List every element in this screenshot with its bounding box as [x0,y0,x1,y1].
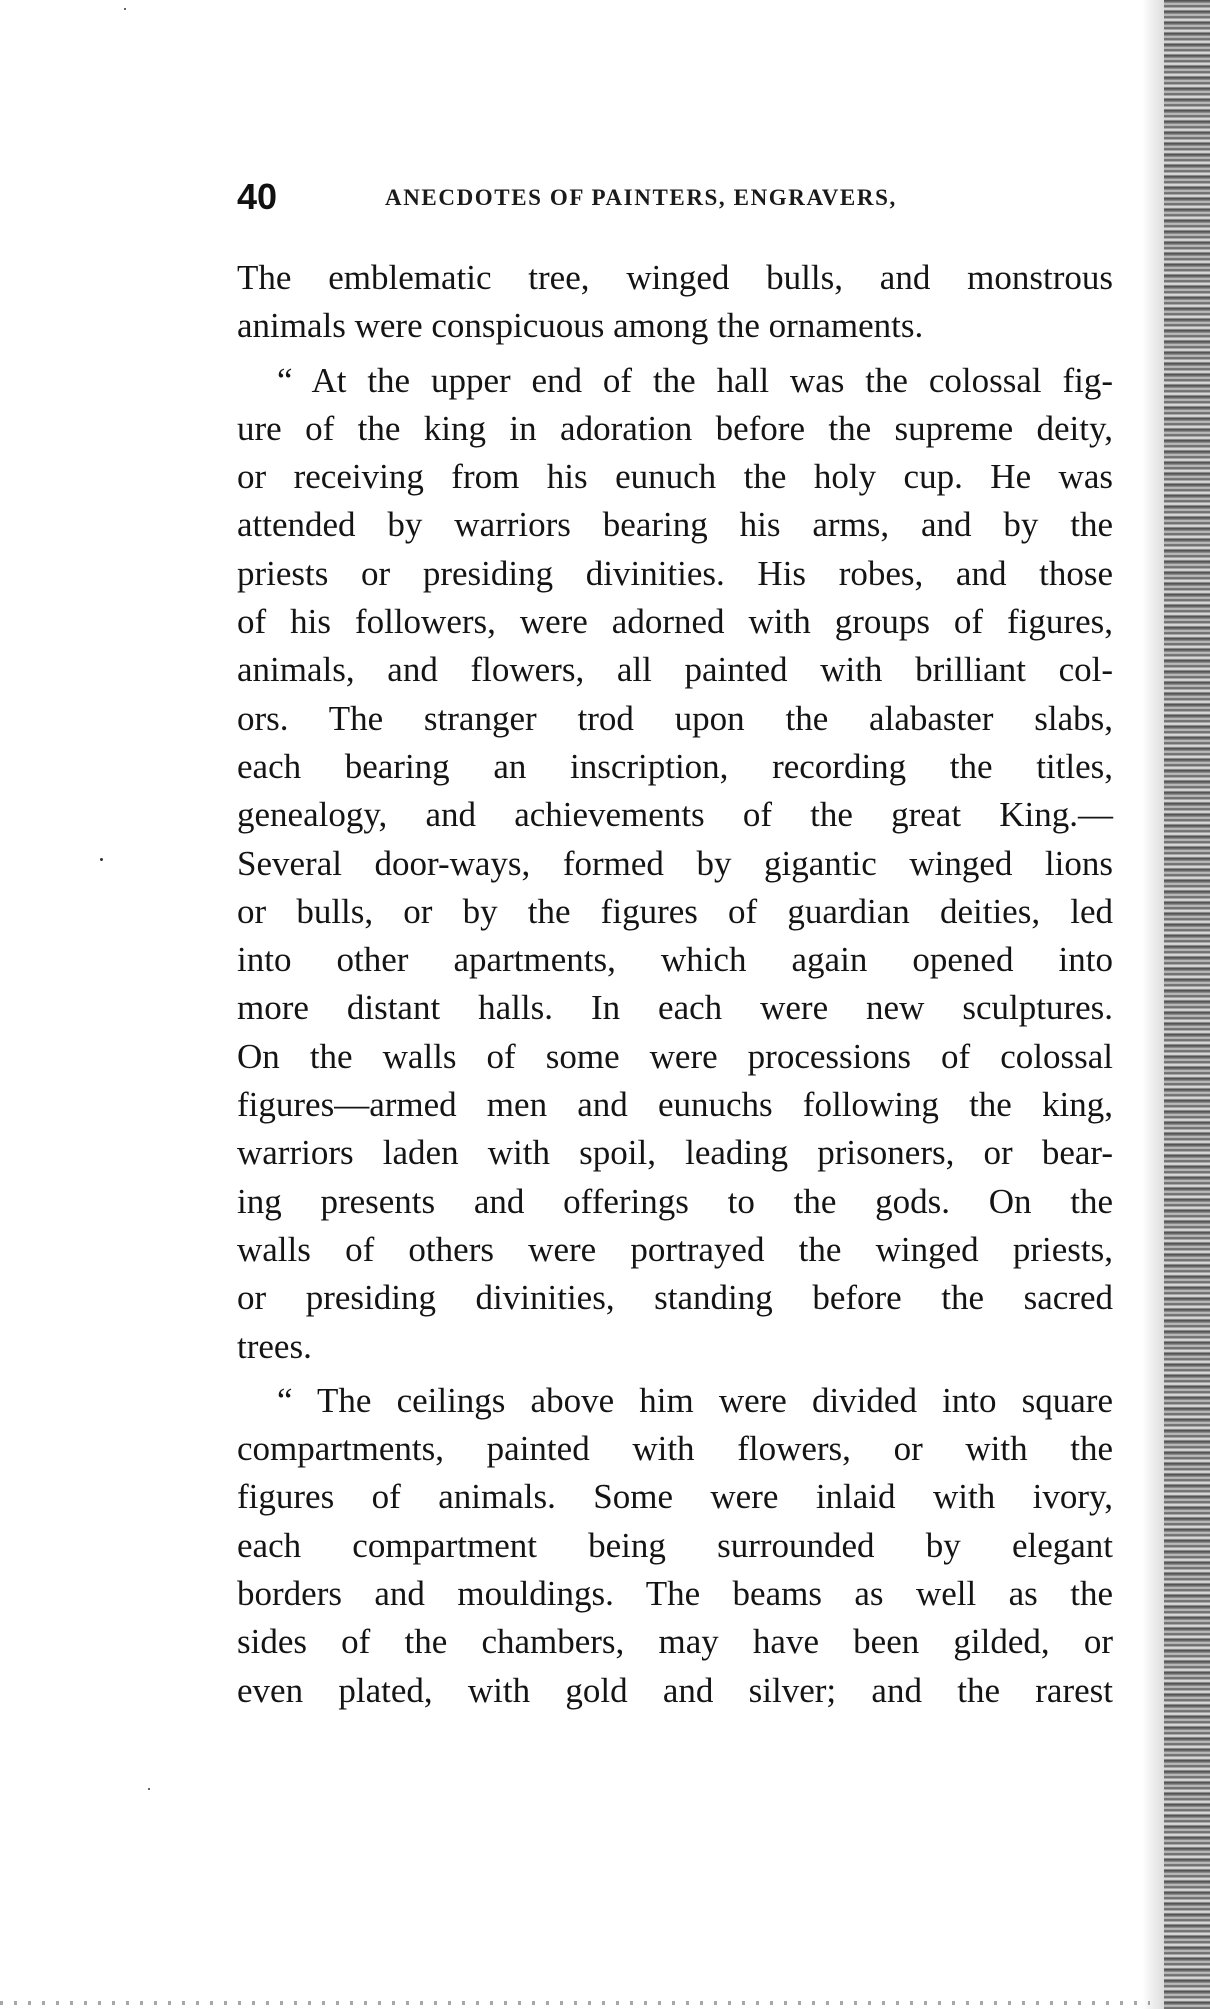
text-line: genealogy, and achievements of the great King.— [237,795,1113,835]
scan-speck [148,1788,150,1790]
text-line: even plated, with gold and silver; and the rarest [237,1670,1113,1710]
text-line: animals were conspicuous among the ornaments. [237,306,924,346]
text-line: The emblematic tree, winged bulls, and monstrous [237,258,1113,297]
text-line: warriors laden with spoil, leading prisoners, or bear- [237,1133,1113,1173]
text-line: or bulls, or by the figures of guardian deities, led [237,891,1113,931]
text-line: figures of animals. Some were inlaid with ivory, [237,1477,1113,1517]
text-line: figures—armed men and eunuchs following the king, [237,1085,1113,1125]
page-number: 40 [237,176,278,217]
paragraph-start-line: “ The ceilings above him were divided into square [277,1380,1113,1420]
text-line: animals, and flowers, all painted with brilliant col- [237,650,1113,690]
page-header [237,175,1117,225]
text-line: or presiding divinities, standing before the sacred [237,1278,1113,1318]
scan-speck [100,858,103,861]
text-line: attended by warriors bearing his arms, and by the [237,505,1113,545]
text-line: borders and mouldings. The beams as well as the [237,1574,1113,1614]
text-line: each compartment being surrounded by elegant [237,1525,1113,1565]
text-line: or receiving from his eunuch the holy cup. He was [237,457,1113,497]
text-line: of his followers, were adorned with groups of figures, [237,602,1113,642]
text-line: priests or presiding divinities. His robes, and those [237,553,1113,593]
text-line: into other apartments, which again opened into [237,940,1113,980]
scan-bottom-artifact [0,2001,1150,2005]
text-line: ure of the king in adoration before the supreme deity, [237,408,1113,448]
text-line: each bearing an inscription, recording the titles, [237,746,1113,786]
body-text [237,254,1113,1715]
paragraph-start-line: “ At the upper end of the hall was the colossal fig- [277,360,1113,400]
text-line: walls of others were portrayed the winged priests, [237,1229,1113,1269]
scan-speck [124,8,126,10]
text-line: ors. The stranger trod upon the alabaster slabs, [237,698,1113,738]
text-line: more distant halls. In each were new sculptures. [237,988,1113,1028]
running-head: ANECDOTES OF PAINTERS, ENGRAVERS, [385,185,897,210]
text-line: compartments, painted with flowers, or with the [237,1429,1113,1469]
text-line: ing presents and offerings to the gods. On the [237,1181,1113,1221]
scan-edge-shadow [1142,0,1164,2009]
text-line: On the walls of some were processions of colossal [237,1036,1113,1076]
scan-edge [1164,0,1210,2009]
text-line: trees. [237,1326,312,1366]
text-line: sides of the chambers, may have been gilded, or [237,1622,1113,1662]
text-line: Several door-ways, formed by gigantic winged lions [237,843,1113,883]
